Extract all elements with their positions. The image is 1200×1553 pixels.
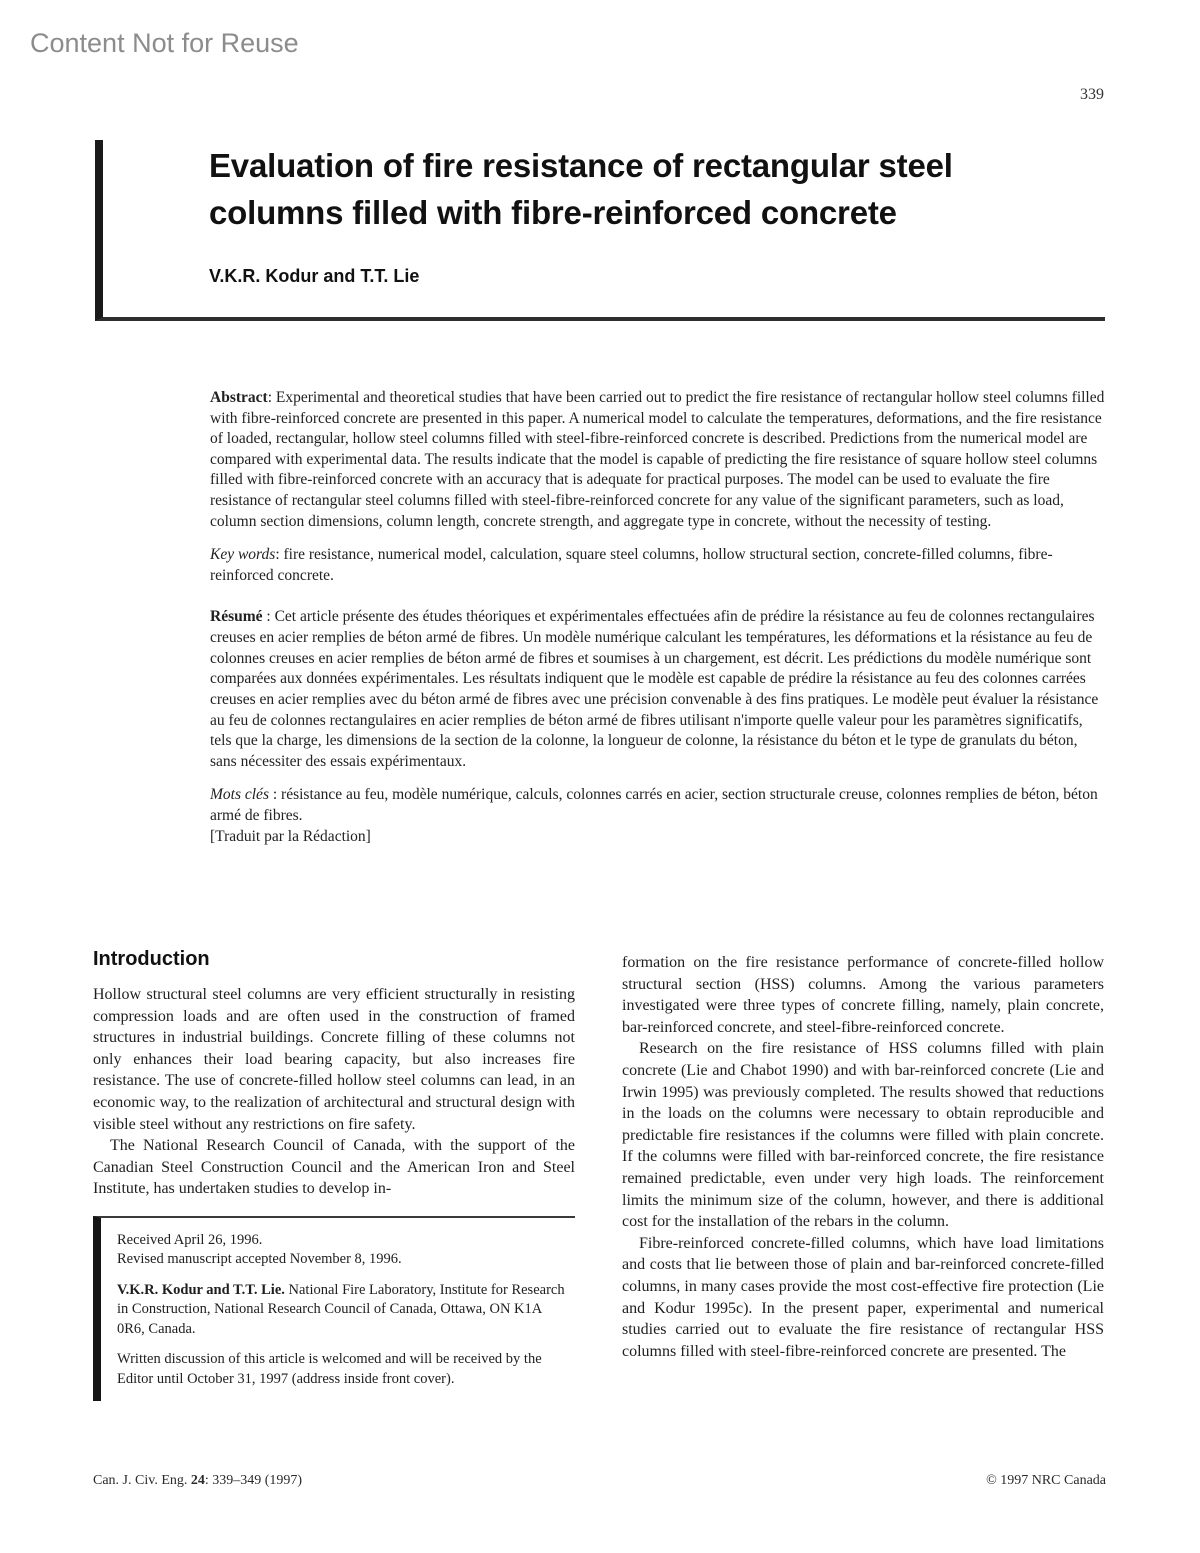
two-column-body (93, 948, 1105, 1401)
footnote-box (93, 1216, 575, 1402)
intro-paragraph: Fibre-reinforced concrete-filled columns, which have load limitations and costs that lie between those of plain and bar-reinforced concrete-filled columns, in many cases provide the most cost-effective fire protection (Lie and Kodur 1995c). In the present paper, experimental and numerical studies carried out to evaluate the fire resistance of rectangular HSS columns filled with steel-fibre-reinforced concrete are presented. The (622, 1234, 1104, 1360)
intro-paragraph: The National Research Council of Canada, with the support of the Canadian Steel Construction Council and the American Iron and Steel Institute, has undertaken studies to develop in- (93, 1137, 575, 1198)
journal-volume: 24 (190, 1473, 205, 1488)
introduction-heading: Introduction (93, 948, 210, 970)
resume-label: Résumé (210, 608, 263, 626)
intro-paragraph: Research on the fire resistance of HSS columns filled with plain concrete (Lie and Chabot 1990) and with bar-reinforced concrete (Lie and Irwin 1995) was previously completed. The results showed that reductions in the loads on the columns were necessary to obtain reproducible and predictable fire resistances if the columns were filled with plain concrete. If the columns were filled with bar-reinforced concrete, the fire resistance remained predictable, even under very high loads. The reinforcement limits the minimum size of the column, however, and there is additional cost for the installation of the rebars in the column. (622, 1040, 1104, 1231)
right-column (622, 948, 1104, 1401)
journal-name: Can. J. Civ. Eng. (93, 1473, 191, 1488)
page-footer (93, 1473, 1106, 1489)
affiliation-text: National Fire Laboratory, Institute for Research in Construction, National Research Council of Canada, Ottawa, ON K1A 0R6, Canada. (117, 1281, 565, 1337)
page-number: 339 (1080, 86, 1104, 103)
article-authors: V.K.R. Kodur and T.T. Lie (209, 266, 420, 287)
motscles-label: Mots clés (210, 786, 269, 804)
copyright-notice: © 1997 NRC Canada (986, 1473, 1106, 1488)
revised-line: Revised manuscript accepted November 8, 1996. (117, 1251, 402, 1268)
keywords-label: Key words (210, 546, 276, 564)
resume-text: : Cet article présente des études théoriques et expérimentales effectuées afin de prédire la résistance au feu de colonnes rectangulaires creuses en acier remplies de béton armé de fibres. Un modèle numérique calculant les températures, les déformations et la résistance au feu de colonnes creuses en acier remplies de béton armé de fibres et soumises à un chargement, est décrit. Les prédictions du modèle numérique sont comparées aux données expérimentales. Les résultats indiquent que le modèle est capable de prédire la résistance au feu des colonnes carrées creuses en acier remplies avec du béton armé de fibres avec une précision convenable à des fins pratiques. Le modèle peut évaluer la résistance au feu de colonnes rectangulaires en acier remplies de béton armé de fibres utilisant n'importe quelle valeur pour les paramètres significatifs, tels que la charge, les dimensions de la section de la colonne, la longueur de colonne, la résistance du béton et le type de granulats du béton, sans nécessiter des essais expérimentaux. (210, 608, 1099, 770)
abstract-text: : Experimental and theoretical studies that have been carried out to predict the fire resistance of rectangular hollow steel columns filled with fibre-reinforced concrete are presented in this paper. A numerical model to calculate the temperatures, deformations, and the fire resistance of loaded, rectangular, hollow steel columns filled with steel-fibre-reinforced concrete is described. Predictions from the numerical model are compared with experimental data. The results indicate that the model is capable of predicting the fire resistance of square hollow steel columns filled with fibre-reinforced concrete with an accuracy that is adequate for practical purposes. The model can be used to evaluate the fire resistance of rectangular steel columns filled with steel-fibre-reinforced concrete for any value of the significant parameters, such as load, column section dimensions, column length, concrete strength, and aggregate type in concrete, without the necessity of testing. (210, 389, 1105, 530)
intro-paragraph: Hollow structural steel columns are very efficient structurally in resisting compression loads and are often used in the construction of framed structures in industrial buildings. Concrete filling of these columns not only enhances their load bearing capacity, but also increases fire resistance. The use of concrete-filled hollow steel columns can lead, in an economic way, to the realization of architectural and structural design with visible steel without any restrictions on fire safety. (93, 986, 575, 1133)
abstract-label: Abstract (210, 389, 268, 406)
footnote-authors: V.K.R. Kodur and T.T. Lie. (117, 1281, 285, 1298)
footnote-received (117, 1231, 569, 1270)
motscles-text: : résistance au feu, modèle numérique, calculs, colonnes carrés en acier, section structurale creuse, colonnes remplies de béton, béton armé de fibres. (210, 786, 1098, 824)
intro-paragraph: formation on the fire resistance performance of concrete-filled hollow structural section (HSS) columns. Among the various parameters investigated were three types of concrete filling, namely, plain concrete, bar-reinforced concrete, and steel-fibre-reinforced concrete. (622, 954, 1104, 1036)
traduit-note: [Traduit par la Rédaction] (210, 827, 371, 845)
received-line: Received April 26, 1996. (117, 1231, 263, 1248)
keywords-text: : fire resistance, numerical model, calculation, square steel columns, hollow structural section, concrete-filled columns, fibre-reinforced concrete. (210, 546, 1053, 584)
title-block (95, 140, 1105, 321)
footnote-affiliation (117, 1281, 569, 1340)
front-matter (210, 388, 1107, 860)
resume-paragraph (210, 607, 1107, 772)
journal-citation (93, 1473, 302, 1489)
keywords-paragraph (210, 545, 1107, 586)
journal-pages: : 339–349 (1997) (204, 1473, 303, 1488)
article-title: Evaluation of fire resistance of rectangular steel columns filled with fibre-reinforced concrete (209, 147, 953, 232)
abstract-paragraph (210, 388, 1107, 532)
left-column (93, 948, 575, 1401)
motscles-paragraph (210, 785, 1107, 826)
footnote-discussion: Written discussion of this article is welcomed and will be received by the Editor until October 31, 1997 (address inside front cover). (117, 1351, 542, 1387)
watermark-text: Content Not for Reuse (30, 28, 299, 58)
